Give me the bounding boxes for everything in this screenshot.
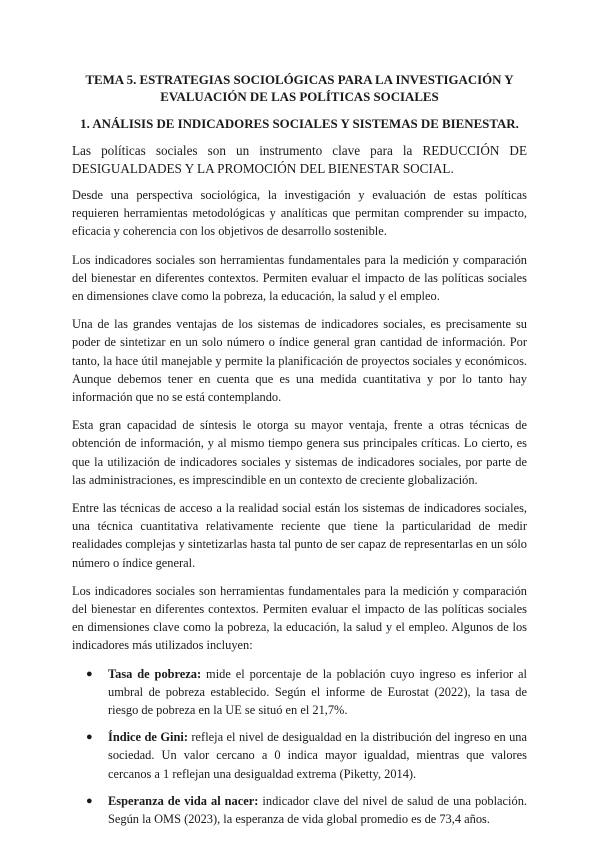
paragraph: Las políticas sociales son un instrumento clave para la REDUCCIÓN DE DESIGUALDADES Y LA PROMOCIÓN DEL BIENESTAR SOCIAL. xyxy=(72,143,527,176)
paragraph: Esta gran capacidad de síntesis le otorga su mayor ventaja, frente a otras técnicas de obtención de información, y al mismo tiempo genera sus principales críticas. Lo cierto, es que la utilización de indicadores sociales y sistemas de indicadores sociales, por parte de las administraciones, es imprescindible en un contexto de creciente globalización. xyxy=(72,418,527,487)
bullet-icon: ● xyxy=(86,794,93,807)
list-item-text: indicador clave del nivel de salud de una población. Según la OMS (2023), la esperanza de vida global promedio es de 73,4 años. xyxy=(108,793,527,827)
list-item xyxy=(72,665,527,720)
list-item xyxy=(72,728,527,783)
list-item-term: Esperanza de vida al nacer: xyxy=(108,793,259,808)
list-item-term: Tasa de pobreza: xyxy=(108,666,202,681)
list-item-term: Índice de Gini: xyxy=(108,730,188,745)
section-heading: 1. ANÁLISIS DE INDICADORES SOCIALES Y SISTEMAS DE BIENESTAR. xyxy=(80,117,519,131)
document-title: TEMA 5. ESTRATEGIAS SOCIOLÓGICAS PARA LA INVESTIGACIÓN Y EVALUACIÓN DE LAS POLÍTICAS SOCIALES xyxy=(85,73,514,104)
paragraph: Los indicadores sociales son herramientas fundamentales para la medición y comparación del bienestar en diferentes contextos. Permiten evaluar el impacto de las políticas sociales en dimensiones clave como la pobreza, la educación, la salud y el empleo. xyxy=(72,252,527,304)
bullet-icon: ● xyxy=(86,731,93,744)
paragraph: Una de las grandes ventajas de los sistemas de indicadores sociales, es precisamente su poder de sintetizar en un solo número o índice general gran cantidad de información. Por tanto, la hace útil manejable y permite la planificación de proyectos sociales y económicos. Aunque debemos tener en cuenta que es una medida cuantitativa y por lo tanto hay información que no se está contemplando. xyxy=(72,317,527,405)
bullet-icon: ● xyxy=(86,667,93,680)
list-item-text: mide el porcentaje de la población cuyo ingreso es inferior al umbral de pobreza establecido. Según el informe de Eurostat (2022), la tasa de riesgo de pobreza en la UE se situó en el 21,7%. xyxy=(108,666,527,718)
indicator-list xyxy=(72,665,527,829)
paragraph: Desde una perspectiva sociológica, la investigación y evaluación de estas políticas requieren herramientas metodológicas y analíticas que permitan comprender su impacto, eficacia y coherencia con los objetivos de desarrollo sostenible. xyxy=(72,188,527,239)
list-item-text: refleja el nivel de desigualdad en la distribución del ingreso en una sociedad. Un valor cercano a 0 indica mayor igualdad, mientras que valores cercanos a 1 reflejan una desigualdad extrema (Piketty, 2014). xyxy=(108,730,528,781)
list-item xyxy=(72,792,527,828)
paragraph: Los indicadores sociales son herramientas fundamentales para la medición y comparación del bienestar en diferentes contextos. Permiten evaluar el impacto de las políticas sociales en dimensiones clave como la pobreza, la educación, la salud y el empleo. Algunos de los indicadores más utilizados incluyen: xyxy=(72,583,527,653)
paragraph: Entre las técnicas de acceso a la realidad social están los sistemas de indicadores sociales, una técnica cuantitativa relativamente reciente que tiene la particularidad de medir realidades complejas y sintetizarlas hasta tal punto de ser capaz de representarlas en un sólo número o índice general. xyxy=(72,501,527,570)
